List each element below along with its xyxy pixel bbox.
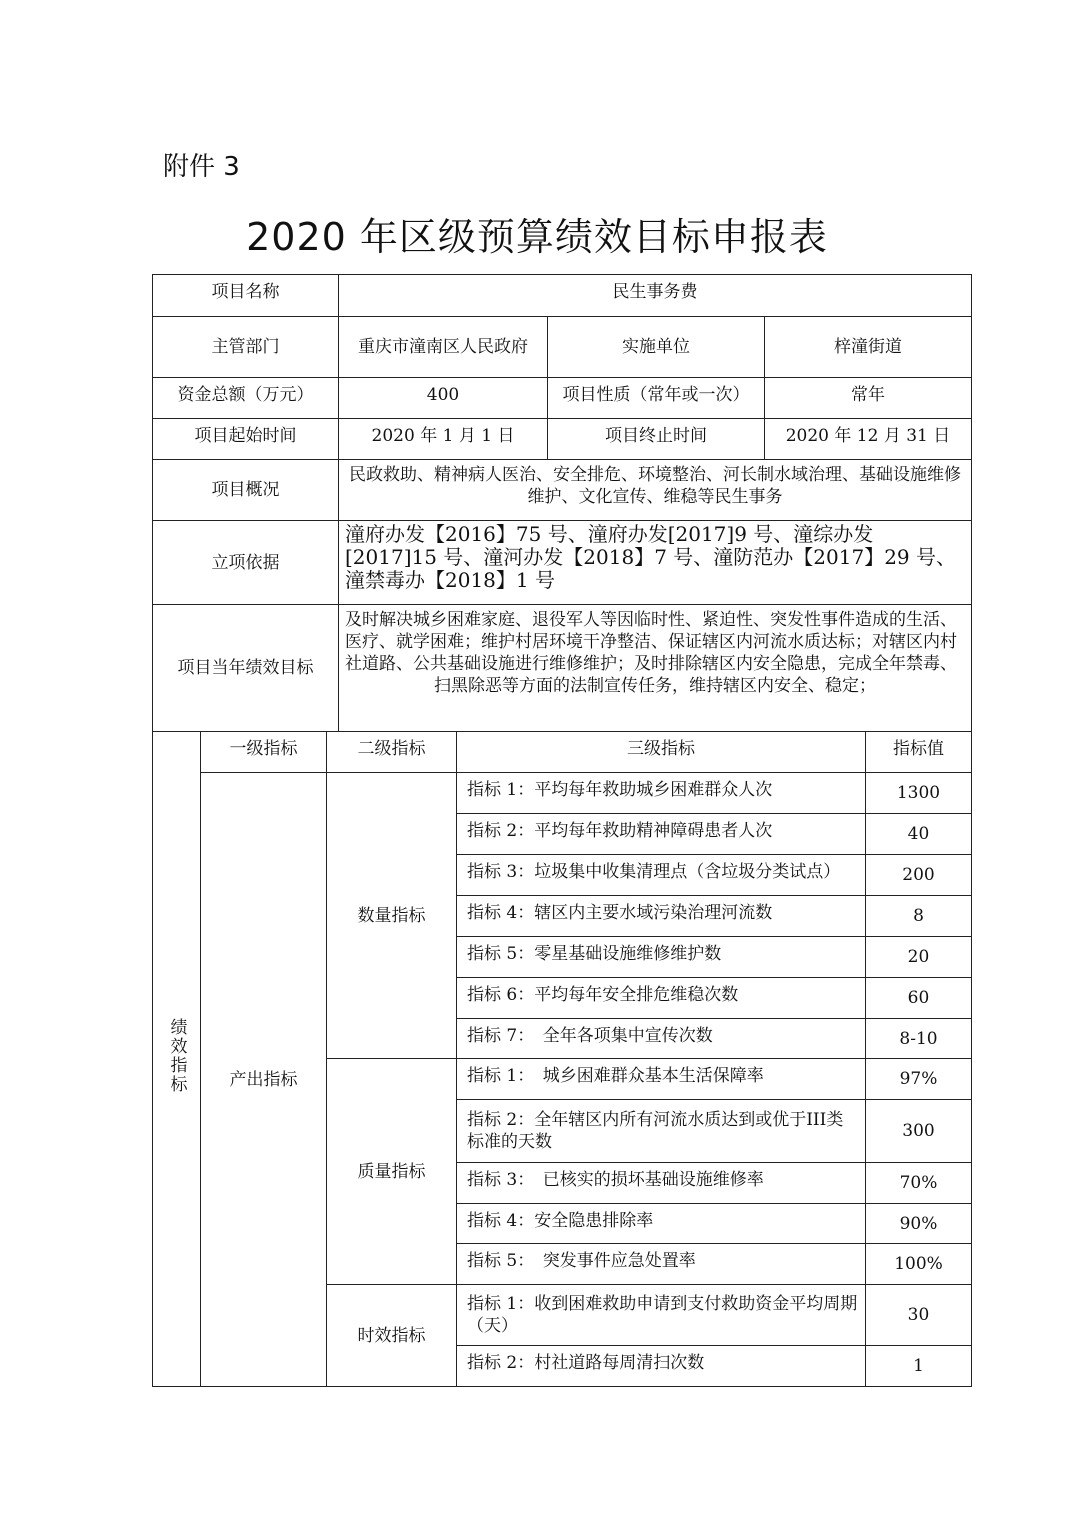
indicator-value: 97% <box>866 1059 972 1100</box>
level3-text: 指标 3： 已核实的损坏基础设施维修率 <box>457 1163 866 1204</box>
overview-label: 项目概况 <box>153 460 339 521</box>
indicator-table <box>152 731 972 1387</box>
indicator-value: 8-10 <box>866 1019 972 1059</box>
level2-quality: 质量指标 <box>327 1059 457 1285</box>
goal-label: 项目当年绩效目标 <box>153 605 339 732</box>
indicator-value: 90% <box>866 1204 972 1244</box>
indicator-value: 60 <box>866 978 972 1019</box>
authority-label: 主管部门 <box>153 317 339 378</box>
row-funds <box>153 378 972 419</box>
header-level3: 三级指标 <box>457 732 866 773</box>
start-value: 2020 年 1 月 1 日 <box>339 419 548 460</box>
header-level2: 二级指标 <box>327 732 457 773</box>
nature-value: 常年 <box>765 378 972 419</box>
goal-value: 及时解决城乡困难家庭、退役军人等因临时性、紧迫性、突发性事件造成的生活、医疗、就学困难；维护村居环境干净整洁、保证辖区内河流水质达标；对辖区内村社道路、公共基础设施进行维修维护；及时排除辖区内安全隐患，完成全年禁毒、扫黑除恶等方面的法制宣传任务，维持辖区内安全、稳定； <box>339 605 972 732</box>
level3-text: 指标 2：村社道路每周清扫次数 <box>457 1346 866 1387</box>
impl-unit-value: 梓潼街道 <box>765 317 972 378</box>
end-value: 2020 年 12 月 31 日 <box>765 419 972 460</box>
start-label: 项目起始时间 <box>153 419 339 460</box>
level3-text: 指标 2：全年辖区内所有河流水质达到或优于III类标准的天数 <box>457 1100 866 1163</box>
basis-value: 潼府办发【2016】75 号、潼府办发[2017]9 号、潼综办发[2017]15 号、潼河办发【2018】7 号、潼防范办【2017】29 号、潼禁毒办【2018】1 号 <box>339 521 972 605</box>
row-period <box>153 419 972 460</box>
impl-unit-label: 实施单位 <box>548 317 765 378</box>
row-basis <box>153 521 972 605</box>
nature-label: 项目性质（常年或一次） <box>548 378 765 419</box>
indicator-value: 20 <box>866 937 972 978</box>
page-title: 2020 年区级预算绩效目标申报表 <box>246 215 828 259</box>
indicator-header-row <box>153 732 972 773</box>
level3-text: 指标 1：平均每年救助城乡困难群众人次 <box>457 773 866 814</box>
overview-value: 民政救助、精神病人医治、安全排危、环境整治、河长制水域治理、基础设施维修维护、文化宣传、维稳等民生事务 <box>339 460 972 521</box>
level2-timeliness: 时效指标 <box>327 1285 457 1387</box>
level3-text: 指标 2：平均每年救助精神障碍患者人次 <box>457 814 866 855</box>
authority-value: 重庆市潼南区人民政府 <box>339 317 548 378</box>
indicator-value: 30 <box>866 1285 972 1346</box>
indicator-side-label: 绩效指标 <box>166 1018 187 1094</box>
level2-quantity: 数量指标 <box>327 773 457 1059</box>
indicator-value: 1300 <box>866 773 972 814</box>
attachment-label: 附件 3 <box>163 152 240 182</box>
project-name-label: 项目名称 <box>153 275 339 317</box>
level3-text: 指标 5： 突发事件应急处置率 <box>457 1244 866 1285</box>
end-label: 项目终止时间 <box>548 419 765 460</box>
level3-text: 指标 7： 全年各项集中宣传次数 <box>457 1019 866 1059</box>
indicator-side-cell <box>153 732 201 1387</box>
row-goal <box>153 605 972 732</box>
level3-text: 指标 1： 城乡困难群众基本生活保障率 <box>457 1059 866 1100</box>
indicator-value: 40 <box>866 814 972 855</box>
table-row <box>153 773 972 814</box>
level3-text: 指标 1：收到困难救助申请到支付救助资金平均周期（天） <box>457 1285 866 1346</box>
basic-info-table <box>152 274 972 732</box>
indicator-value: 1 <box>866 1346 972 1387</box>
level3-text: 指标 5：零星基础设施维修维护数 <box>457 937 866 978</box>
level3-text: 指标 6：平均每年安全排危维稳次数 <box>457 978 866 1019</box>
level3-text: 指标 4：安全隐患排除率 <box>457 1204 866 1244</box>
header-level1: 一级指标 <box>201 732 327 773</box>
indicator-value: 200 <box>866 855 972 896</box>
funds-label: 资金总额（万元） <box>153 378 339 419</box>
level3-text: 指标 3：垃圾集中收集清理点（含垃圾分类试点） <box>457 855 866 896</box>
indicator-value: 70% <box>866 1163 972 1204</box>
indicator-value: 300 <box>866 1100 972 1163</box>
row-authority <box>153 317 972 378</box>
level1-cell: 产出指标 <box>201 773 327 1387</box>
row-project-name <box>153 275 972 317</box>
project-name-value: 民生事务费 <box>339 275 972 317</box>
indicator-value: 8 <box>866 896 972 937</box>
header-value: 指标值 <box>866 732 972 773</box>
row-overview <box>153 460 972 521</box>
funds-value: 400 <box>339 378 548 419</box>
level3-text: 指标 4：辖区内主要水域污染治理河流数 <box>457 896 866 937</box>
basis-label: 立项依据 <box>153 521 339 605</box>
indicator-value: 100% <box>866 1244 972 1285</box>
